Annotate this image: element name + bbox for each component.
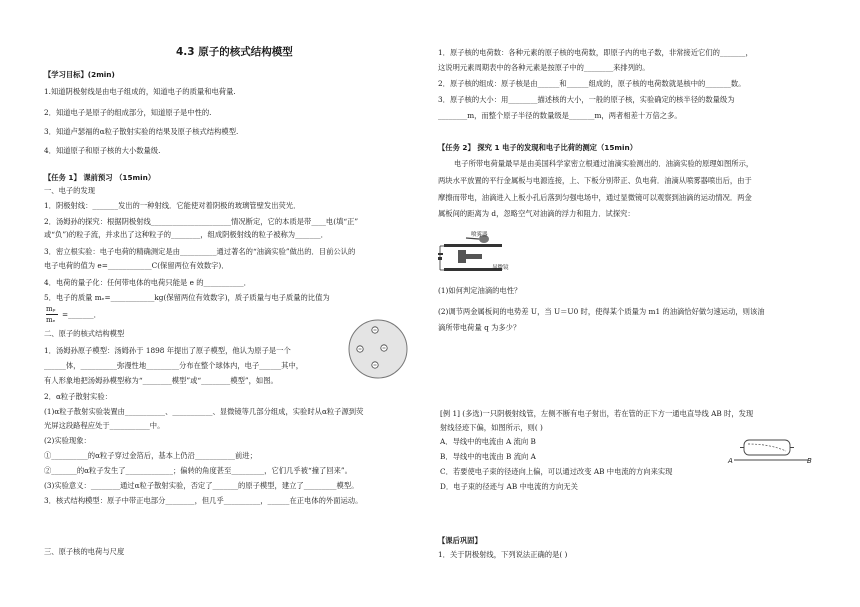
text-line: 1．阴极射线：_______发出的一种射线．它能使对着阴极的玻璃管壁发出荧光． — [44, 201, 301, 210]
text-line: 属板间的距离为 d，忽略空气对油滴的浮力和阻力．试探究： — [438, 209, 635, 218]
text-line: 1．原子核的电荷数：各种元素的原子核的电荷数，即原子内的电子数，非常接近它们的_______， — [438, 48, 753, 57]
text-line: ①__________的α粒子穿过金箔后，基本上仍沿___________前进； — [44, 451, 257, 460]
column-divider — [428, 40, 429, 580]
text-line: 3．原子核的大小：用________描述核的大小，一般的原子核，实验确定的核半径的数量级为 — [438, 95, 735, 104]
text-line: (3)实验意义：________通过α粒子散射实验，否定了_______的原子模型，建立了_________模型。 — [44, 481, 359, 490]
goals-header: 【学习目标】(2min) — [44, 70, 115, 79]
text-line: (1)α粒子散射实验装置由___________、___________、显微镜等几部分组成，实验时从α粒子源到荧 — [44, 407, 364, 416]
option-c: C．若要使电子束的径迹向上偏，可以通过改变 AB 中电流的方向来实现 — [440, 467, 673, 476]
microscope-label: 显微镜 — [492, 265, 509, 271]
endpoint-a-label: A — [728, 457, 733, 465]
sprayer-label: 喷雾器 — [471, 232, 488, 238]
goal-item: 1.知道阴极射线是由电子组成的，知道电子的质量和电荷量. — [44, 87, 236, 96]
section-heading: 二、原子的核式结构模型 — [44, 329, 125, 338]
text-line: 摩擦而带电，油滴进入上板小孔后落到匀强电场中，通过显微镜可以观察到油滴的运动情况．两金 — [438, 193, 752, 202]
option-a: A．导线中的电流由 A 流向 B — [440, 437, 536, 446]
text-line: 两块水平放置的平行金属板与电源连接，上、下板分别带正、负电荷．油滴从喷雾器喷出后，由于 — [438, 176, 752, 185]
example-line: [例 1] (多选)一只阴极射线管，左侧不断有电子射出，若在管的正下方一通电直导线 AB 时，发现 — [440, 409, 754, 418]
option-b: B．导线中的电流由 B 流向 A — [440, 452, 536, 461]
text-line: 5．电子的质量 mₑ=____________kg(保留两位有效数字)，质子质量与电子质量的比值为 — [44, 293, 330, 302]
text-line: ________m，而整个原子半径的数量级是_______m，两者相差十万倍之多。 — [438, 111, 682, 120]
text-line: ______体，__________弥漫性地_________分布在整个球体内，电子______其中， — [44, 361, 304, 370]
text-line: 3．核式结构模型：原子中带正电部分________，但几乎__________，______在正电体的外面运动。 — [44, 496, 363, 505]
goal-item: 4．知道原子和原子核的大小数量级. — [44, 146, 161, 155]
endpoint-b-label: B — [807, 457, 812, 465]
question-1: (1)如何判定油滴的电性？ — [438, 286, 522, 295]
after-class-question: 1．关于阴极射线，下列说法正确的是( ) — [438, 550, 568, 559]
question-2-line: (2)调节两金属板间的电势差 U，当 U＝U0 时，使得某个质量为 m1 的油滴恰好做匀速运动，则该油 — [438, 307, 765, 316]
text-line: 3．密立根实验：电子电荷的精确测定是由__________通过著名的“油滴实验”做出的．目前公认的 — [44, 247, 356, 256]
ratio-blank: =_______． — [62, 310, 101, 319]
page-title: 4.3 原子的核式结构模型 — [176, 46, 293, 58]
text-line: 1．汤姆孙原子模型：汤姆孙于 1898 年提出了原子模型，他认为原子是一个 — [44, 346, 291, 355]
text-line: 这说明元素周期表中的各种元素是按原子中的________来排列的。 — [438, 63, 650, 72]
text-line: 2．汤姆孙的探究：根据阴极射线______________________情况断定，它的本质是带____电(填“正” — [44, 217, 359, 226]
text-line: 2．原子核的组成：原子核是由______和______组成的，原子核的电荷数就是核中的_______数。 — [438, 79, 746, 88]
section-heading: 一、电子的发现 — [44, 186, 96, 195]
text-line: 电子电荷的值为 e=____________C(保留两位有效数字)． — [44, 261, 229, 270]
text-line: ②_______的α粒子发生了_____________；偏转的角度甚至_________，它们几乎被“撞了回来”。 — [44, 466, 352, 475]
task2-header: 【任务 2】 探究 1 电子的发现和电子比荷的测定（15min） — [438, 143, 638, 152]
example-line: 射线径迹下偏，如图所示，则( ) — [440, 423, 543, 432]
goal-item: 2．知道电子是原子的组成部分，知道原子是中性的. — [44, 108, 212, 117]
option-d: D．电子束的径迹与 AB 中电流的方向无关 — [440, 482, 578, 491]
text-line: 有人形象地把汤姆孙模型称为“________模型”或“________模型”，如图。 — [44, 376, 278, 385]
plum-pudding-model-figure — [347, 318, 409, 380]
text-line: (2)实验现象： — [44, 436, 91, 445]
goal-item: 3．知道卢瑟福的α粒子散射实验的结果及原子核式结构模型. — [44, 127, 239, 136]
text-line: 或“负”)的粒子流，并求出了这种粒子的________，组成阴极射线的粒子被称为_______． — [44, 230, 328, 239]
ratio-denominator: mₑ — [46, 316, 56, 324]
text-line: 电子所带电荷量最早是由美国科学家密立根通过油滴实验测出的．油滴实验的原理如图所示， — [454, 159, 754, 168]
oil-drop-apparatus-figure — [438, 226, 524, 282]
text-line: 4．电荷的量子化：任何带电体的电荷只能是 e 的___________． — [44, 278, 251, 287]
mass-ratio-fraction — [46, 305, 60, 324]
text-line: 2．α粒子散射实验： — [44, 392, 112, 401]
text-line: 光屏这段路程应处于___________中。 — [44, 421, 165, 430]
ratio-numerator: mₚ — [46, 305, 56, 313]
question-2-line: 滴所带电荷量 q 为多少？ — [438, 323, 521, 332]
cathode-ray-tube-figure — [726, 436, 814, 468]
section-heading: 三、原子核的电荷与尺度 — [44, 547, 125, 556]
task1-header: 【任务 1】 课前预习 （15min） — [44, 173, 156, 182]
after-class-header: 【课后巩固】 — [438, 536, 482, 545]
